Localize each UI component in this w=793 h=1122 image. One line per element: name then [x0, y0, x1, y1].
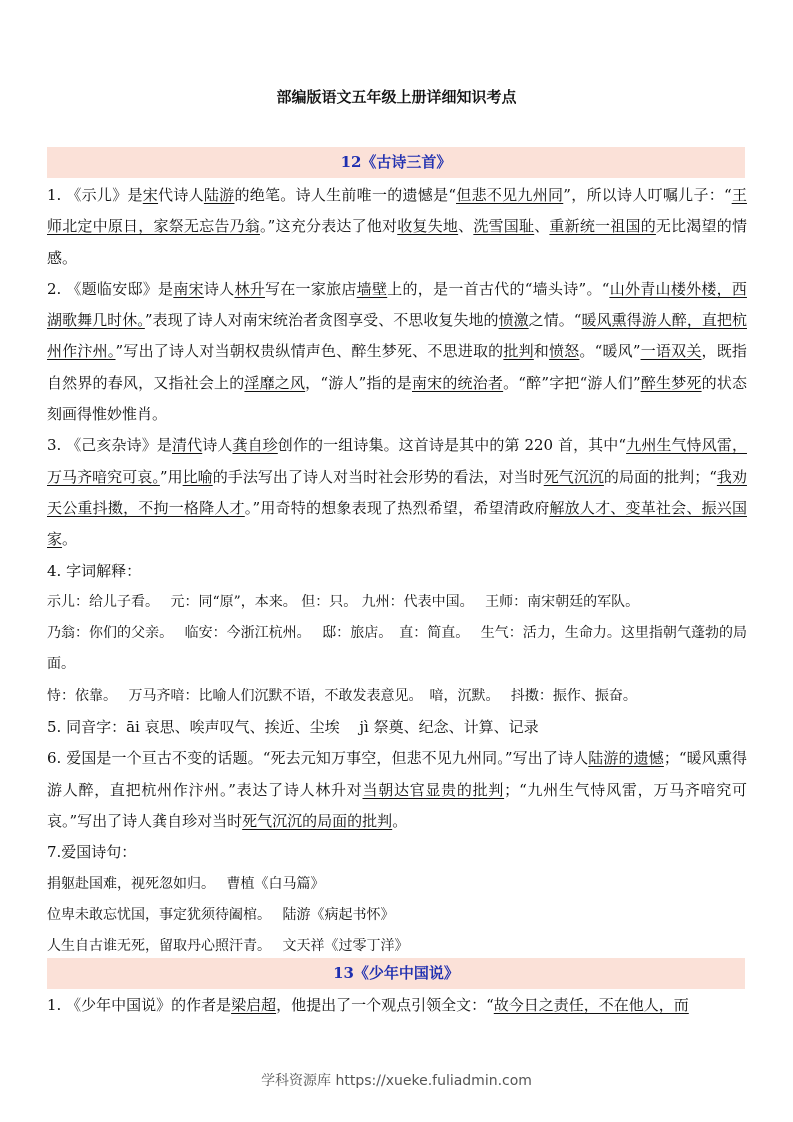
section-12-content	[47, 180, 747, 962]
point-5-homophones: 5. 同音字：āi 哀思、唉声叹气、挨近、尘埃 jì 祭奠、纪念、计算、记录	[47, 718, 539, 737]
patriotic-verse: 人生自古谁无死，留取丹心照汗青。 文天祥《过零丁洋》	[47, 938, 409, 955]
section-heading-13: 13《少年中国说》	[47, 958, 745, 989]
word-explanation-line: 乃翁：你们的父亲。 临安：今浙江杭州。 邸：旅店。 直：简直。 生气：活力，生命力。这里指朝气蓬勃的局面。	[47, 625, 747, 673]
page-title: 部编版语文五年级上册详细知识考点	[276, 88, 517, 106]
word-explanation-line: 示儿：给儿子看。 元：同“原”，本来。 但：只。 九州：代表中国。 王师：南宋朝廷的军队。	[47, 593, 640, 610]
point-1: 1. 《示儿》是宋代诗人陆游的绝笔。诗人生前唯一的遗憾是“但悲不见九州同”，所以诗人叮嘱儿子：“王师北定中原日，家祭无忘告乃翁。”这充分表达了他对收复失地、洗雪国耻、重新统一祖国的无比渴望的情感。	[47, 186, 747, 267]
patriotic-verse: 位卑未敢忘忧国，事定犹须待阖棺。 陆游《病起书怀》	[47, 906, 395, 923]
point-7-title: 7.爱国诗句：	[47, 843, 137, 862]
point-4-title: 4. 字词解释：	[47, 561, 142, 580]
patriotic-verse: 捐躯赴国难，视死忽如归。 曹植《白马篇》	[47, 875, 325, 892]
word-explanation-line: 恃：依靠。 万马齐喑：比喻人们沉默不语，不敢发表意见。 喑，沉默。 抖擞：振作、振奋。	[47, 687, 637, 704]
section-heading-12: 12《古诗三首》	[47, 147, 745, 178]
section-13-content	[47, 990, 747, 1021]
point-1-section-13: 1. 《少年中国说》的作者是梁启超，他提出了一个观点引领全文：“故今日之责任，不在他人，而	[47, 996, 689, 1014]
point-6: 6. 爱国是一个亘古不变的话题。“死去元知万事空，但悲不见九州同。”写出了诗人陆游的遗憾；“暖风熏得游人醉，直把杭州作汴州。”表达了诗人林升对当朝达官显贵的批判；“九州生气恃风雷，万马齐喑究可哀。”写出了诗人龚自珍对当时死气沉沉的局面的批判。	[47, 749, 747, 830]
point-3: 3. 《己亥杂诗》是清代诗人龚自珍创作的一组诗集。这首诗是其中的第 220 首，其中“九州生气恃风雷，万马齐喑究可哀。”用比喻的手法写出了诗人对当时社会形势的看法，对当时死气沉沉的局面的批判；“我劝天公重抖擞，不拘一格降人才。”用奇特的想象表现了热烈希望，希望清政府解放人才、变革社会、振兴国家。	[47, 436, 747, 549]
point-2: 2. 《题临安邸》是南宋诗人林升写在一家旅店墙壁上的，是一首古代的“墙头诗”。“山外青山楼外楼，西湖歌舞几时休。”表现了诗人对南宋统治者贪图享受、不思收复失地的愤激之情。“暖风熏得游人醉，直把杭州作汴州。”写出了诗人对当朝权贵纵情声色、醉生梦死、不思进取的批判和愤怒。“暖风”一语双关，既指自然界的春风，又指社会上的淫靡之风，“游人”指的是南宋的统治者。“醉”字把“游人们”醉生梦死的状态刻画得惟妙惟肖。	[47, 279, 747, 424]
footer-watermark: 学科资源库 https://xueke.fuliadmin.com	[261, 1073, 532, 1089]
